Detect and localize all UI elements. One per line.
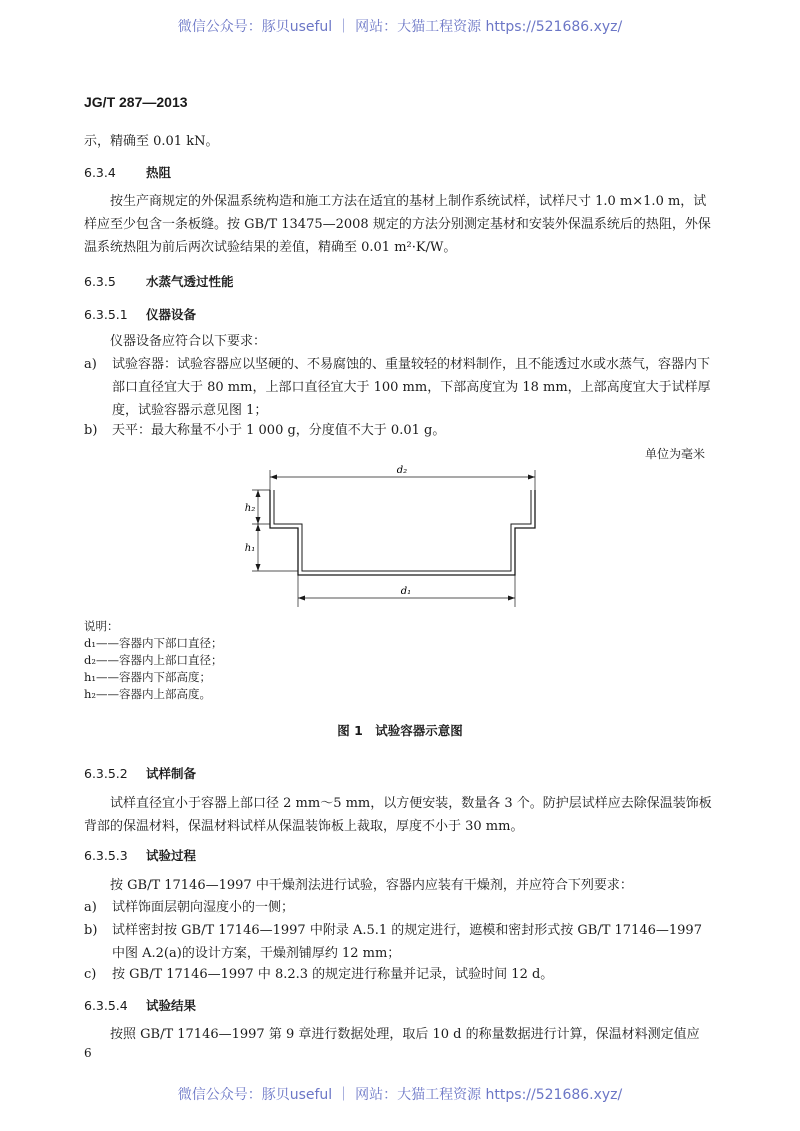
legend-item: h₂——容器内上部高度。 <box>84 687 212 701</box>
section-number: 6.3.4 <box>84 165 116 180</box>
section-title: 水蒸气透过性能 <box>146 274 234 289</box>
carryover-text: 示，精确至 0.01 kN。 <box>84 134 219 149</box>
list-marker: a) <box>84 900 97 915</box>
section-title: 试样制备 <box>146 766 197 781</box>
section-number: 6.3.5 <box>84 274 116 289</box>
legend-title: 说明： <box>84 619 119 633</box>
list-item-text: 试验容器：试验容器应以坚硬的、不易腐蚀的、重量较轻的材料制作，且不能透过水或水蒸气，容器内下部口直径宜大于 80 mm，上部口直径宜大于 100 mm，下部高度宜为 18 mm，上部高度宜大于试样厚度，试验容器示意见图 1； <box>112 357 711 418</box>
paragraph-test-process: 按 GB/T 17146—1997 中干燥剂法进行试验，容器内应装有干燥剂，并应符合下列要求： <box>110 878 633 893</box>
section-number: 6.3.5.1 <box>84 307 128 322</box>
figure-legend <box>84 618 384 703</box>
list-item-a <box>84 896 712 919</box>
section-number: 6.3.5.2 <box>84 766 128 781</box>
paragraph-sample-prep: 试样直径宜小于容器上部口径 2 mm～5 mm，以方便安装，数量各 3 个。防护层试样应去除保温装饰板背部的保温材料，保温材料试样从保温装饰板上裁取，厚度不小于 30 mm。 <box>84 796 712 834</box>
list-marker: b) <box>84 423 98 438</box>
paragraph-test-result: 按照 GB/T 17146—1997 第 9 章进行数据处理，取后 10 d 的称量数据进行计算，保温材料测定值应 <box>110 1027 700 1042</box>
section-title: 仪器设备 <box>146 307 197 322</box>
section-title: 试验结果 <box>146 998 197 1013</box>
list-item-b <box>84 919 712 965</box>
label-h2: h₂ <box>244 503 256 514</box>
figure-caption: 图 1 试验容器示意图 <box>337 723 463 738</box>
legend-item: d₁——容器内下部口直径； <box>84 636 223 650</box>
label-d1: d₁ <box>400 586 412 597</box>
watermark-top: 微信公众号：豚贝useful ｜ 网站：大猫工程资源 https://521686.xyz/ <box>177 19 623 35</box>
section-number: 6.3.5.3 <box>84 848 128 863</box>
list-item-text: 试样密封按 GB/T 17146—1997 中附录 A.5.1 的规定进行，遮模和密封形式按 GB/T 17146—1997 中图 A.2(a)的设计方案，干燥剂铺厚约 12 mm； <box>112 923 702 961</box>
list-marker: b) <box>84 923 98 938</box>
list-marker: c) <box>84 967 97 982</box>
standard-code: JG/T 287—2013 <box>84 94 188 110</box>
section-title: 试验过程 <box>146 848 197 863</box>
legend-item: d₂——容器内上部口直径； <box>84 653 223 667</box>
paragraph-equipment-intro: 仪器设备应符合以下要求： <box>110 334 267 349</box>
label-d2: d₂ <box>396 465 408 476</box>
section-6-3-4 <box>84 163 171 181</box>
section-6-3-5-2 <box>84 764 196 782</box>
section-6-3-5 <box>84 272 234 290</box>
legend-item: h₁——容器内下部高度； <box>84 670 212 684</box>
section-6-3-5-1 <box>84 305 196 323</box>
unit-note: 单位为毫米 <box>644 447 705 461</box>
list-item-b <box>84 419 712 442</box>
section-6-3-5-4 <box>84 996 196 1014</box>
section-number: 6.3.5.4 <box>84 998 128 1013</box>
list-item-text: 试样饰面层朝向湿度小的一侧； <box>112 900 295 915</box>
list-item-text: 天平：最大称量不小于 1 000 g，分度值不大于 0.01 g。 <box>112 423 446 438</box>
page-number: 6 <box>84 1046 92 1060</box>
list-item-c <box>84 963 712 986</box>
list-marker: a) <box>84 357 97 372</box>
list-item-a <box>84 353 712 422</box>
section-6-3-5-3 <box>84 846 196 864</box>
list-item-text: 按 GB/T 17146—1997 中 8.2.3 的规定进行称量并记录，试验时间 12 d。 <box>112 967 554 982</box>
test-container-diagram <box>230 462 550 614</box>
container-outline <box>270 490 535 575</box>
watermark-bottom: 微信公众号：豚贝useful ｜ 网站：大猫工程资源 https://521686.xyz/ <box>177 1087 623 1103</box>
dimension-lines <box>252 470 535 607</box>
label-h1: h₁ <box>244 543 256 554</box>
section-title: 热阻 <box>146 165 172 180</box>
paragraph-thermal-resistance: 按生产商规定的外保温系统构造和施工方法在适宜的基材上制作系统试样，试样尺寸 1.0 m×1.0 m，试样应至少包含一条板缝。按 GB/T 13475—2008 规定的方法分别测定基材和安装外保温系统后的热阻，外保温系统热阻为前后两次试验结果的差值，精确至 0.01 m²·K/W。 <box>84 194 711 255</box>
